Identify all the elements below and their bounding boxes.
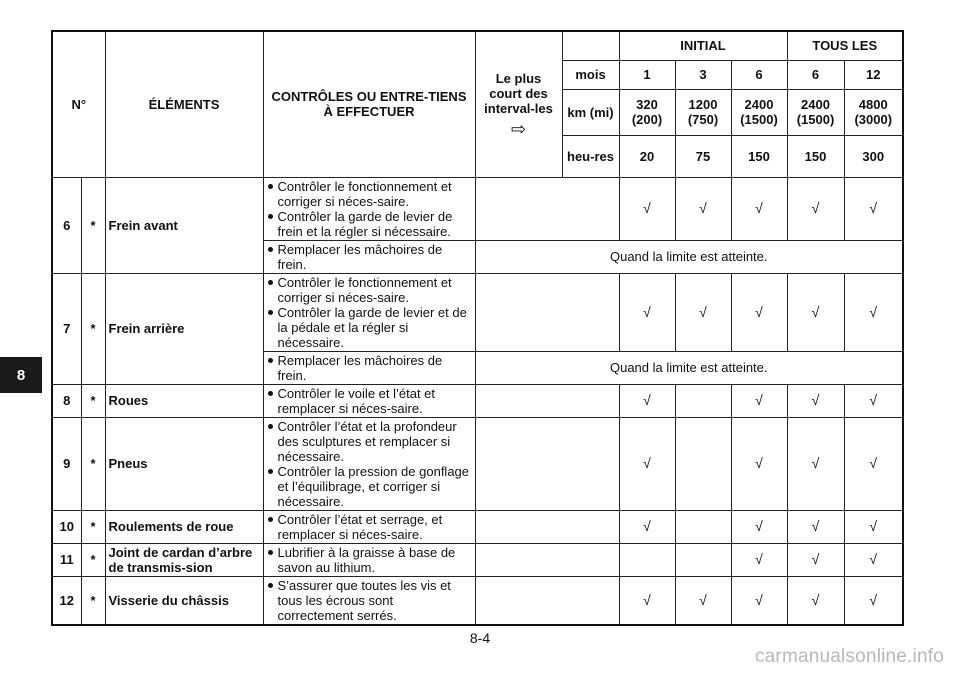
row-number: 9 [52,417,81,510]
header-km: km (mi) [562,89,619,135]
header-mois: mois [562,60,619,89]
heures-value-3: 150 [787,135,844,177]
row-interval-empty [475,384,619,417]
row-operations [263,177,475,240]
row-element: Frein avant [105,177,263,273]
operation-item: Remplacer les mâchoires de frein. [267,242,472,272]
header-initial: INITIAL [619,31,787,60]
km-value-line: (750) [687,112,719,127]
km-value-line: 2400 [744,97,774,112]
header-num: N° [52,31,105,177]
row-operations [263,417,475,510]
operation-item: Contrôler le voile et l’état et remplacer si néces-saire. [267,386,472,416]
row-star: * [81,177,105,273]
km-value-1 [675,89,731,135]
table-row [52,543,903,576]
check-mark: √ [731,417,787,510]
check-mark: √ [619,510,675,543]
km-value-line: 320 [636,97,658,112]
row-extra-operation [263,351,475,384]
mois-value-1: 3 [675,60,731,89]
table-row [52,417,903,510]
header-controls: CONTRÔLES OU ENTRE-TIENS À EFFECTUER [263,31,475,177]
mois-value-4: 12 [844,60,903,89]
row-interval-empty [475,417,619,510]
check-empty [675,384,731,417]
row-operations [263,384,475,417]
row-number: 10 [52,510,81,543]
check-mark: √ [619,417,675,510]
km-value-line: (200) [631,112,663,127]
mois-value-2: 6 [731,60,787,89]
km-value-line: (3000) [854,112,893,127]
operation-item: S’assurer que toutes les vis et tous les écrous sont correctement serrés. [267,578,472,623]
check-mark: √ [844,543,903,576]
row-interval-empty [475,510,619,543]
heures-value-2: 150 [731,135,787,177]
row-number: 11 [52,543,81,576]
operations-list [267,275,472,350]
row-star: * [81,576,105,625]
check-mark: √ [731,177,787,240]
operations-list [267,242,472,272]
table-row [52,510,903,543]
km-value-3 [787,89,844,135]
check-mark: √ [844,510,903,543]
km-value-line: 1200 [688,97,718,112]
row-element: Roulements de roue [105,510,263,543]
table-row [52,576,903,625]
maintenance-table [51,30,904,626]
chapter-tab: 8 [0,357,42,393]
operation-item: Contrôler la garde de levier de frein et la régler si nécessaire. [267,209,472,239]
operation-item: Contrôler l’état et la profondeur des sculptures et remplacer si nécessaire. [267,419,472,464]
table-row [52,177,903,240]
row-number: 6 [52,177,81,273]
header-every: TOUS LES [787,31,903,60]
check-mark: √ [675,576,731,625]
check-mark: √ [844,384,903,417]
check-mark: √ [675,273,731,351]
row-operations [263,576,475,625]
check-mark: √ [619,273,675,351]
check-mark: √ [731,543,787,576]
operations-list [267,419,472,509]
row-operations [263,273,475,351]
check-mark: √ [787,273,844,351]
row-element: Roues [105,384,263,417]
operations-list [267,386,472,416]
km-value-line: (1500) [796,112,835,127]
row-number: 12 [52,576,81,625]
operation-item: Contrôler le fonctionnement et corriger si néces-saire. [267,275,472,305]
row-interval-empty [475,273,619,351]
check-empty [619,543,675,576]
row-star: * [81,543,105,576]
mois-value-0: 1 [619,60,675,89]
row-element: Pneus [105,417,263,510]
operations-list [267,545,472,575]
operation-item: Contrôler la garde de levier et de la pédale et la régler si nécessaire. [267,305,472,350]
row-star: * [81,417,105,510]
row-extra-note: Quand la limite est atteinte. [475,351,903,384]
operation-item: Contrôler le fonctionnement et corriger si néces-saire. [267,179,472,209]
operation-item: Remplacer les mâchoires de frein. [267,353,472,383]
operations-list [267,578,472,623]
check-mark: √ [731,273,787,351]
check-mark: √ [787,417,844,510]
check-mark: √ [731,510,787,543]
row-element: Frein arrière [105,273,263,384]
heures-value-1: 75 [675,135,731,177]
check-mark: √ [619,177,675,240]
row-star: * [81,273,105,384]
km-value-line: (1500) [740,112,778,127]
km-value-0 [619,89,675,135]
header-heures: heu-res [562,135,619,177]
operation-item: Contrôler la pression de gonflage et l’équilibrage, et corriger si nécessaire. [267,464,472,509]
check-mark: √ [731,384,787,417]
check-mark: √ [844,417,903,510]
check-mark: √ [844,576,903,625]
mois-value-3: 6 [787,60,844,89]
check-mark: √ [619,576,675,625]
check-mark: √ [844,273,903,351]
row-star: * [81,510,105,543]
check-mark: √ [787,177,844,240]
row-interval-empty [475,543,619,576]
row-interval-empty [475,576,619,625]
header-elements: ÉLÉMENTS [105,31,263,177]
operation-item: Lubrifier à la graisse à base de savon au lithium. [267,545,472,575]
check-mark: √ [787,543,844,576]
header-interval-label: Le plus court des interval-les [484,71,553,117]
arrow-right-outline-icon: ⇨ [510,119,527,140]
row-number: 7 [52,273,81,384]
row-star: * [81,384,105,417]
km-value-4 [844,89,903,135]
km-value-line: 2400 [801,97,830,112]
table-row [52,384,903,417]
heures-value-4: 300 [844,135,903,177]
row-interval-empty [475,177,619,240]
check-mark: √ [675,177,731,240]
table-row [52,273,903,351]
row-extra-operation [263,240,475,273]
check-mark: √ [787,384,844,417]
check-mark: √ [619,384,675,417]
check-mark: √ [844,177,903,240]
row-extra-note: Quand la limite est atteinte. [475,240,903,273]
operations-list [267,512,472,542]
operations-list [267,179,472,239]
row-operations [263,543,475,576]
heures-value-0: 20 [619,135,675,177]
check-empty [675,510,731,543]
row-element: Joint de cardan d’arbre de transmis-sion [105,543,263,576]
km-value-2 [731,89,787,135]
row-element: Visserie du châssis [105,576,263,625]
check-mark: √ [787,576,844,625]
header-spacer [562,31,619,60]
operations-list [267,353,472,383]
operation-item: Contrôler l’état et serrage, et remplacer si néces-saire. [267,512,472,542]
check-empty [675,543,731,576]
check-mark: √ [731,576,787,625]
row-operations [263,510,475,543]
watermark: carmanualsonline.info [754,646,944,667]
header-interval [475,31,562,177]
check-empty [675,417,731,510]
row-number: 8 [52,384,81,417]
check-mark: √ [787,510,844,543]
km-value-line: 4800 [858,97,888,112]
page-number: 8-4 [469,630,491,646]
